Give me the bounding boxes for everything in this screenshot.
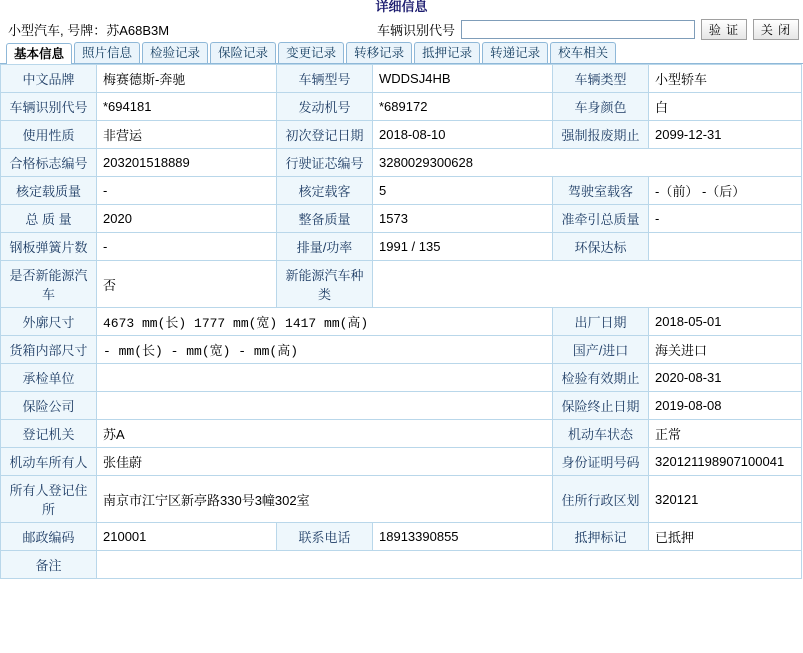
- use-nature-value: 非营运: [97, 121, 277, 149]
- close-button[interactable]: 关 闭: [753, 19, 799, 40]
- tab-inspection-records[interactable]: 检验记录: [142, 42, 208, 63]
- brand-value: 梅赛德斯-奔驰: [97, 65, 277, 93]
- tab-insurance-records[interactable]: 保险记录: [210, 42, 276, 63]
- engine-value: *689172: [373, 93, 553, 121]
- vehicle-type-label: 车辆类型: [553, 65, 649, 93]
- first-registration-value: 2018-08-10: [373, 121, 553, 149]
- load-mass-value: -: [97, 177, 277, 205]
- tab-photo-info[interactable]: 照片信息: [74, 42, 140, 63]
- new-energy-label: 是否新能源汽车: [1, 261, 97, 308]
- table-row: [1, 205, 802, 233]
- window-title: 详细信息: [375, 0, 428, 14]
- table-row: [1, 551, 802, 579]
- emission-standard-value: [649, 233, 802, 261]
- plate-label: 小型汽车, 号牌：苏A68B3M: [8, 22, 170, 38]
- insurance-company-label: 保险公司: [1, 392, 97, 420]
- cab-seats-label: 驾驶室载客: [553, 177, 649, 205]
- registration-authority-label: 登记机关: [1, 420, 97, 448]
- cargo-dimension-label: 货箱内部尺寸: [1, 336, 97, 364]
- tab-transfer-records[interactable]: 转移记录: [346, 42, 412, 63]
- postcode-label: 邮政编码: [1, 523, 97, 551]
- cert-no-value: 203201518889: [97, 149, 277, 177]
- spring-count-value: -: [97, 233, 277, 261]
- tab-school-bus[interactable]: 校车相关: [550, 42, 616, 63]
- vehicle-type-value: 小型轿车: [649, 65, 802, 93]
- vin-label: 车辆识别代号: [1, 93, 97, 121]
- spring-count-label: 钢板弹簧片数: [1, 233, 97, 261]
- vehicle-status-label: 机动车状态: [553, 420, 649, 448]
- origin-value: 海关进口: [649, 336, 802, 364]
- seats-value: 5: [373, 177, 553, 205]
- dimension-label: 外廓尺寸: [1, 308, 97, 336]
- new-energy-value: 否: [97, 261, 277, 308]
- remark-label: 备注: [1, 551, 97, 579]
- table-row: [1, 177, 802, 205]
- table-row: [1, 392, 802, 420]
- first-registration-label: 初次登记日期: [277, 121, 373, 149]
- address-value: 南京市江宁区新亭路330号3幢302室: [97, 476, 553, 523]
- license-chip-label: 行驶证芯编号: [277, 149, 373, 177]
- verify-button[interactable]: 验 证: [701, 19, 747, 40]
- cargo-dimension-value: - mm(长) - mm(宽) - mm(高): [97, 336, 553, 364]
- dimension-value: 4673 mm(长) 1777 mm(宽) 1417 mm(高): [97, 308, 553, 336]
- factory-date-label: 出厂日期: [553, 308, 649, 336]
- table-row: [1, 364, 802, 392]
- mortgage-mark-label: 抵押标记: [553, 523, 649, 551]
- model-label: 车辆型号: [277, 65, 373, 93]
- scrap-deadline-label: 强制报废期止: [553, 121, 649, 149]
- table-row: [1, 65, 802, 93]
- vin-search-input[interactable]: [461, 20, 695, 39]
- insurance-end-value: 2019-08-08: [649, 392, 802, 420]
- tab-bar: [0, 42, 803, 64]
- table-row: [1, 121, 802, 149]
- table-row: [1, 476, 802, 523]
- insurance-company-value: [97, 392, 553, 420]
- table-row: [1, 93, 802, 121]
- vin-search-label: 车辆识别代号: [376, 22, 455, 38]
- new-energy-type-value: [373, 261, 802, 308]
- phone-label: 联系电话: [277, 523, 373, 551]
- tab-mortgage-records[interactable]: 抵押记录: [414, 42, 480, 63]
- insurance-end-label: 保险终止日期: [553, 392, 649, 420]
- brand-label: 中文品牌: [1, 65, 97, 93]
- id-number-value: 320121198907100041: [649, 448, 802, 476]
- vin-value: *694181: [97, 93, 277, 121]
- remark-value: [97, 551, 802, 579]
- tab-change-records[interactable]: 变更记录: [278, 42, 344, 63]
- mortgage-mark-value: 已抵押: [649, 523, 802, 551]
- registration-authority-value: 苏A: [97, 420, 553, 448]
- vehicle-info-table: [0, 64, 802, 579]
- table-row: [1, 523, 802, 551]
- table-row: [1, 420, 802, 448]
- table-row: [1, 149, 802, 177]
- curb-mass-value: 1573: [373, 205, 553, 233]
- displacement-power-label: 排量/功率: [277, 233, 373, 261]
- engine-label: 发动机号: [277, 93, 373, 121]
- owner-label: 机动车所有人: [1, 448, 97, 476]
- table-row: [1, 261, 802, 308]
- cert-no-label: 合格标志编号: [1, 149, 97, 177]
- inspection-unit-label: 承检单位: [1, 364, 97, 392]
- phone-value: 18913390855: [373, 523, 553, 551]
- owner-value: 张佳蔚: [97, 448, 553, 476]
- seats-label: 核定载客: [277, 177, 373, 205]
- table-row: [1, 448, 802, 476]
- curb-mass-label: 整备质量: [277, 205, 373, 233]
- tow-mass-value: -: [649, 205, 802, 233]
- model-value: WDDSJ4HB: [373, 65, 553, 93]
- use-nature-label: 使用性质: [1, 121, 97, 149]
- displacement-power-value: 1991 / 135: [373, 233, 553, 261]
- table-row: [1, 308, 802, 336]
- table-row: [1, 336, 802, 364]
- search-bar: [0, 16, 803, 42]
- id-number-label: 身份证明号码: [553, 448, 649, 476]
- emission-standard-label: 环保达标: [553, 233, 649, 261]
- tab-delivery-records[interactable]: 转递记录: [482, 42, 548, 63]
- inspection-valid-label: 检验有效期止: [553, 364, 649, 392]
- vehicle-status-value: 正常: [649, 420, 802, 448]
- total-mass-value: 2020: [97, 205, 277, 233]
- new-energy-type-label: 新能源汽车种类: [277, 261, 373, 308]
- district-code-value: 320121: [649, 476, 802, 523]
- tab-basic-info[interactable]: 基本信息: [6, 43, 72, 64]
- inspection-unit-value: [97, 364, 553, 392]
- origin-label: 国产/进口: [553, 336, 649, 364]
- load-mass-label: 核定载质量: [1, 177, 97, 205]
- tow-mass-label: 准牵引总质量: [553, 205, 649, 233]
- postcode-value: 210001: [97, 523, 277, 551]
- inspection-valid-value: 2020-08-31: [649, 364, 802, 392]
- total-mass-label: 总 质 量: [1, 205, 97, 233]
- district-code-label: 住所行政区划: [553, 476, 649, 523]
- license-chip-value: 3280029300628: [373, 149, 802, 177]
- body-color-label: 车身颜色: [553, 93, 649, 121]
- body-color-value: 白: [649, 93, 802, 121]
- cab-seats-value: -（前） -（后）: [649, 177, 802, 205]
- scrap-deadline-value: 2099-12-31: [649, 121, 802, 149]
- address-label: 所有人登记住所: [1, 476, 97, 523]
- factory-date-value: 2018-05-01: [649, 308, 802, 336]
- table-row: [1, 233, 802, 261]
